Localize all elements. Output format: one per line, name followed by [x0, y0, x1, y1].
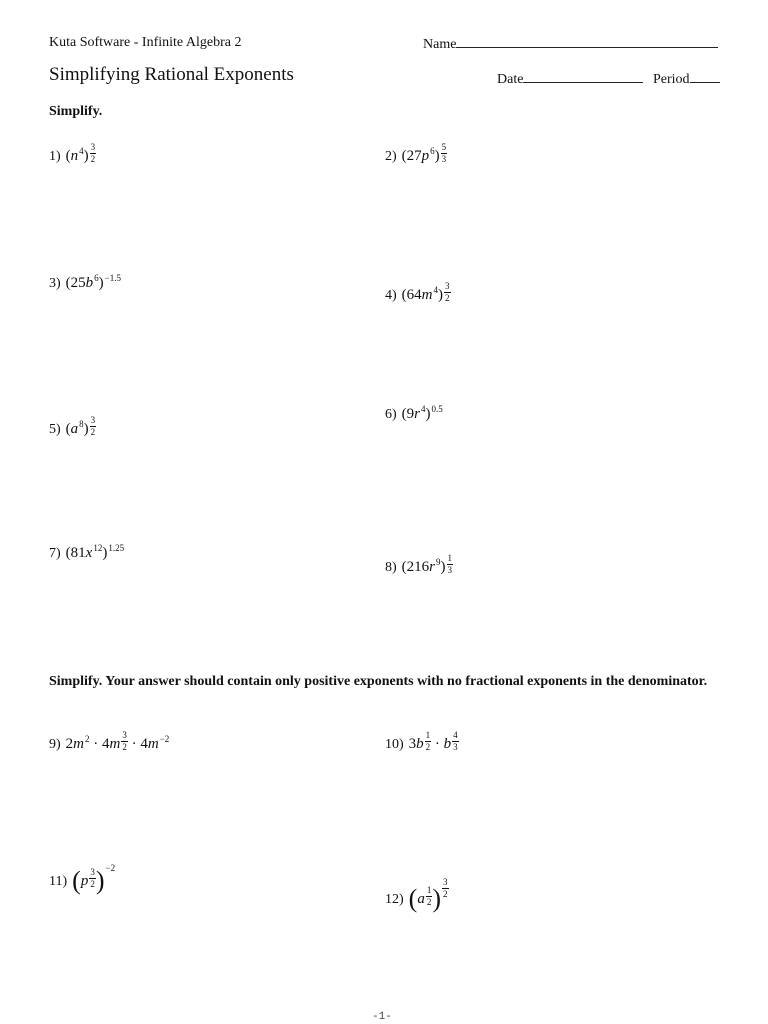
expr-variable: n [70, 148, 79, 164]
frac-numerator: 5 [441, 142, 447, 152]
problem-3 [49, 275, 121, 292]
publisher-label: Kuta Software - Infinite Algebra 2 [49, 35, 242, 50]
problem-number: 4) [385, 288, 397, 303]
frac-denominator: 3 [447, 565, 453, 575]
problem-expression [401, 553, 453, 575]
problem-expression [401, 142, 448, 164]
outer-fraction-exponent [90, 143, 97, 164]
frac-denominator: 2 [90, 154, 96, 164]
term1-exponent: 2 [85, 734, 90, 744]
expr-exponent: 9 [436, 557, 441, 567]
frac-numerator: 1 [447, 553, 453, 563]
expr-variable: a [417, 891, 425, 907]
outer-exponent: −2 [105, 863, 116, 873]
expr-variable: x [85, 545, 93, 561]
term3-coefficient: 4 [140, 736, 148, 752]
frac-numerator: 3 [90, 415, 96, 425]
outer-exponent: −1.5 [104, 273, 121, 283]
expr-open: (81 [65, 545, 86, 561]
frac-numerator: 3 [90, 867, 95, 877]
frac-denominator: 2 [443, 889, 448, 899]
problem-2 [385, 143, 447, 165]
expr-close: ) [438, 287, 444, 303]
frac-denominator: 2 [426, 897, 432, 907]
outer-fraction-exponent [90, 416, 97, 437]
problem-expression [401, 281, 451, 303]
expr-variable: r [429, 559, 436, 575]
problem-11 [49, 863, 116, 896]
expr-exponent: 4 [79, 146, 84, 156]
expr-variable: r [414, 406, 421, 422]
problem-number: 12) [385, 892, 404, 907]
problem-5 [49, 416, 96, 438]
problem-number: 6) [385, 407, 397, 422]
problem-1 [49, 143, 96, 165]
period-label: Period [653, 72, 690, 87]
expr-variable: p [80, 873, 89, 889]
date-field[interactable] [497, 70, 643, 88]
expr-open: (64 [401, 287, 422, 303]
term1-variable: m [73, 736, 85, 752]
problem-number: 9) [49, 737, 61, 752]
term2-variable: b [443, 736, 452, 752]
expr-close: ) [95, 866, 105, 895]
problem-expression [65, 730, 170, 752]
expr-open: ( [72, 866, 81, 895]
frac-numerator: 3 [122, 730, 127, 740]
term1-coefficient: 3 [408, 736, 417, 752]
expr-exponent: 4 [421, 404, 426, 414]
problem-10 [385, 731, 459, 753]
expr-variable: b [85, 275, 94, 291]
term3-exponent: −2 [159, 734, 170, 744]
problem-12 [385, 878, 449, 914]
term2-coefficient: 4 [102, 736, 110, 752]
problem-7 [49, 545, 124, 562]
problem-expression [408, 730, 459, 752]
expr-variable: p [421, 148, 430, 164]
period-field[interactable] [653, 70, 720, 88]
expr-exponent: 6 [94, 273, 99, 283]
outer-fraction-exponent [442, 878, 449, 899]
problem-expression [408, 877, 449, 913]
frac-denominator: 3 [441, 154, 447, 164]
problem-number: 11) [49, 874, 68, 889]
problem-number: 3) [49, 276, 61, 291]
expr-close: ) [434, 148, 440, 164]
expr-exponent: 12 [93, 543, 103, 553]
outer-fraction-exponent [441, 143, 448, 164]
expr-open: (9 [401, 406, 415, 422]
frac-numerator: 3 [90, 142, 96, 152]
frac-numerator: 1 [426, 885, 432, 895]
multiply-dot: · [89, 736, 103, 752]
expr-variable: m [421, 287, 433, 303]
frac-numerator: 1 [425, 730, 431, 740]
frac-denominator: 2 [90, 427, 96, 437]
period-blank-line[interactable] [690, 70, 720, 83]
frac-numerator: 4 [453, 730, 458, 740]
frac-numerator: 3 [445, 281, 450, 291]
multiply-dot: · [127, 736, 141, 752]
problem-number: 10) [385, 737, 404, 752]
problem-number: 8) [385, 560, 397, 575]
problem-expression [402, 406, 443, 422]
expr-open: ( [408, 884, 418, 913]
problem-6 [385, 406, 443, 423]
expr-open: ( [65, 148, 71, 164]
expr-close: ) [83, 421, 89, 437]
term1-coefficient: 2 [65, 736, 74, 752]
expr-exponent: 4 [433, 285, 439, 295]
problem-number: 5) [49, 422, 61, 437]
expr-open: (25 [65, 275, 86, 291]
problem-expression [72, 863, 116, 895]
outer-fraction-exponent [444, 282, 451, 303]
page-number: -1- [372, 1011, 392, 1023]
problem-expression [65, 415, 97, 437]
frac-denominator: 3 [453, 742, 458, 752]
term2-fraction-exponent [452, 731, 459, 752]
expr-open: ( [65, 421, 71, 437]
frac-numerator: 3 [443, 877, 448, 887]
expr-close: ) [425, 406, 431, 422]
frac-denominator: 2 [425, 742, 431, 752]
expr-close: ) [98, 275, 104, 291]
expr-close: ) [83, 148, 89, 164]
frac-denominator: 2 [122, 742, 127, 752]
date-label: Date [497, 72, 524, 87]
problem-number: 1) [49, 149, 61, 164]
problem-expression [66, 545, 124, 561]
name-label: Name [423, 37, 457, 52]
section2-instruction: Simplify. Your answer should contain only positive exponents with no fractional exponents in the denominator. [49, 674, 708, 689]
expr-open: (27 [401, 148, 422, 164]
date-blank-line[interactable] [523, 70, 643, 83]
outer-exponent: 1.25 [108, 543, 125, 553]
term1-variable: b [416, 736, 424, 752]
problem-4 [385, 282, 451, 304]
problem-8 [385, 554, 453, 576]
expr-close: ) [102, 545, 108, 561]
multiply-dot: · [431, 736, 444, 752]
problem-number: 2) [385, 149, 397, 164]
frac-denominator: 2 [445, 293, 450, 303]
name-blank-line[interactable] [456, 35, 718, 48]
expr-exponent: 8 [79, 419, 84, 429]
expr-variable: a [70, 421, 79, 437]
outer-fraction-exponent [447, 554, 454, 575]
problem-expression [65, 142, 97, 164]
frac-denominator: 2 [90, 879, 95, 889]
expr-open: (216 [401, 559, 430, 575]
section1-instruction: Simplify. [49, 104, 103, 119]
problem-9 [49, 731, 169, 753]
outer-exponent: 0.5 [431, 404, 443, 414]
expr-close: ) [432, 884, 442, 913]
page-title: Simplifying Rational Exponents [49, 64, 294, 85]
name-field[interactable] [423, 35, 718, 53]
problem-expression [66, 275, 121, 291]
term3-variable: m [147, 736, 159, 752]
term2-variable: m [109, 736, 121, 752]
problem-number: 7) [49, 546, 61, 561]
expr-exponent: 6 [430, 146, 435, 156]
expr-close: ) [440, 559, 446, 575]
